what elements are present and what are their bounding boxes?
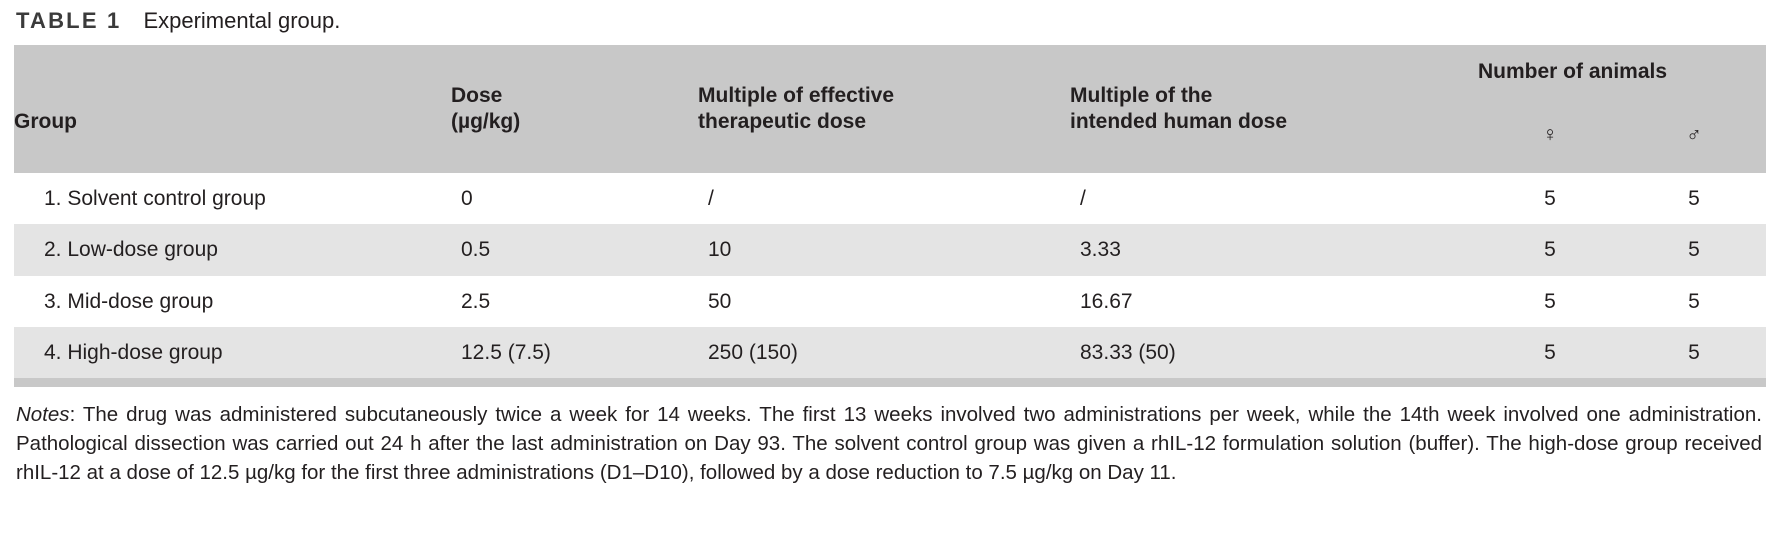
column-header-multiple-human-line1: Multiple of the: [1070, 83, 1213, 107]
male-symbol-icon: ♂: [1686, 123, 1702, 147]
cell-dose: 0: [451, 173, 698, 224]
footer-rule-cell: [14, 378, 1766, 387]
cell-group: 1. Solvent control group: [14, 173, 451, 224]
cell-female-count: 5: [1478, 327, 1622, 378]
table-row: [14, 224, 1766, 275]
column-header-male: [1622, 114, 1766, 163]
number-of-animals-label: Number of animals: [1478, 60, 1668, 83]
column-header-multiple-human: [1070, 45, 1478, 163]
column-header-dose: [451, 45, 698, 163]
cell-multiple-human: 83.33 (50): [1070, 327, 1478, 378]
caption-text: Experimental group.: [143, 8, 341, 33]
cell-multiple-human: 16.67: [1070, 276, 1478, 327]
cell-group: 3. Mid-dose group: [14, 276, 451, 327]
female-symbol-icon: ♀: [1542, 123, 1558, 147]
table-row: [14, 327, 1766, 378]
notes-body: : The drug was administered subcutaneously twice a week for 14 weeks. The first 13 weeks involved two administrations per week, while the 14th week involved one administration. Pathological dissection was carried out 24 h after the last administration on Day 93. The solvent control group was given a rhIL-12 formulation solution (buffer). The high-dose group received rhIL-12 at a dose of 12.5 µg/kg for the first three administrations (D1–D10), followed by a dose reduction to 7.5 µg/kg on Day 11.: [16, 402, 1762, 485]
cell-multiple-human: 3.33: [1070, 224, 1478, 275]
cell-multiple-effective: /: [698, 173, 1070, 224]
cell-multiple-effective: 50: [698, 276, 1070, 327]
table-row: [14, 276, 1766, 327]
cell-group: 2. Low-dose group: [14, 224, 451, 275]
header-spacer-row: [14, 163, 1766, 173]
table-header: [14, 45, 1766, 173]
header-row: [14, 45, 1766, 163]
column-header-female: [1478, 114, 1622, 163]
cell-female-count: 5: [1478, 173, 1622, 224]
cell-multiple-human: /: [1070, 173, 1478, 224]
cell-dose: 0.5: [451, 224, 698, 275]
notes-label: Notes: [16, 402, 70, 426]
experimental-group-table: [14, 45, 1766, 387]
cell-group: 4. High-dose group: [14, 327, 451, 378]
cell-female-count: 5: [1478, 224, 1622, 275]
cell-dose: 12.5 (7.5): [451, 327, 698, 378]
caption-label: TABLE 1: [16, 8, 122, 33]
table-body: [14, 173, 1766, 378]
column-header-group: [14, 45, 451, 163]
header-spacer-cell: [14, 163, 1766, 173]
column-header-multiple-human-line2: intended human dose: [1070, 110, 1288, 134]
column-header-dose-line2: (µg/kg): [451, 110, 521, 134]
table-footer-rule: [14, 378, 1766, 387]
table-caption: [14, 8, 1766, 34]
table-row: [14, 173, 1766, 224]
column-header-group-line1: Group: [14, 110, 77, 134]
column-header-multiple-effective: [698, 45, 1070, 163]
cell-male-count: 5: [1622, 224, 1766, 275]
cell-female-count: 5: [1478, 276, 1622, 327]
column-header-number-of-animals: [1478, 45, 1766, 163]
table-notes: [14, 400, 1766, 487]
cell-male-count: 5: [1622, 327, 1766, 378]
column-header-multiple-effective-line1: Multiple of effective: [698, 83, 895, 107]
column-header-multiple-effective-line2: therapeutic dose: [698, 110, 867, 134]
cell-dose: 2.5: [451, 276, 698, 327]
column-header-dose-line1: Dose: [451, 83, 503, 107]
cell-male-count: 5: [1622, 276, 1766, 327]
cell-multiple-effective: 10: [698, 224, 1070, 275]
cell-multiple-effective: 250 (150): [698, 327, 1070, 378]
cell-male-count: 5: [1622, 173, 1766, 224]
